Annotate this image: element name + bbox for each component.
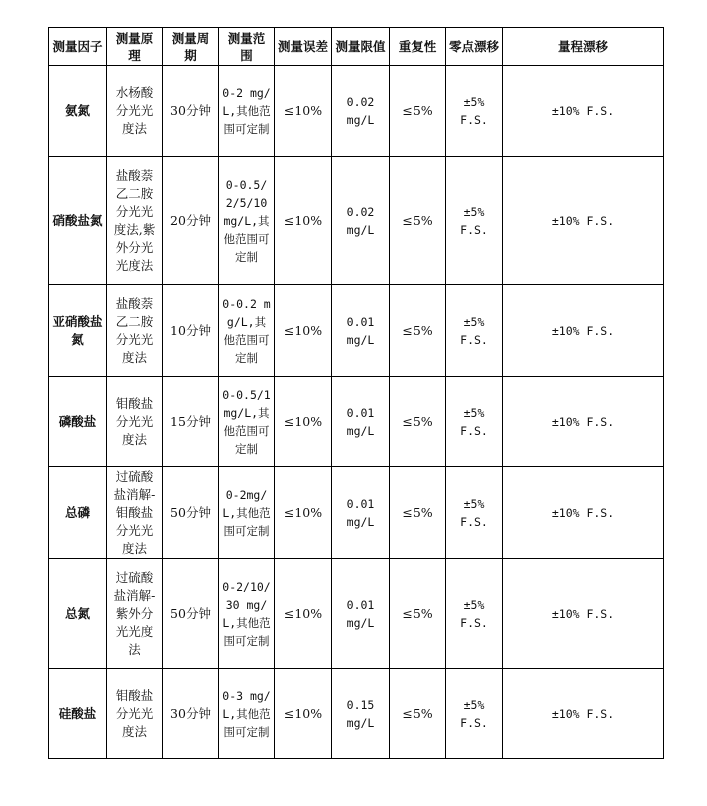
principle-cell: 过硫酸盐消解-钼酸盐分光光度法 — [107, 467, 163, 559]
zero-drift-cell: ±5% F.S. — [446, 669, 503, 759]
span-drift-cell: ±10% F.S. — [503, 559, 664, 669]
cycle-cell: 15分钟 — [163, 377, 219, 467]
table-row — [49, 467, 664, 559]
cycle-cell: 50分钟 — [163, 559, 219, 669]
limit-cell: 0.01 mg/L — [332, 559, 390, 669]
principle-cell: 水杨酸分光光度法 — [107, 66, 163, 157]
zero-drift-cell: ±5% F.S. — [446, 467, 503, 559]
error-cell: ≤10% — [275, 157, 332, 285]
header-zero-drift: 零点漂移 — [446, 28, 503, 66]
limit-cell: 0.01 mg/L — [332, 377, 390, 467]
error-cell: ≤10% — [275, 285, 332, 377]
header-repeatability: 重复性 — [390, 28, 446, 66]
range-cell: 0-3 mg/L,其他范围可定制 — [219, 669, 275, 759]
cycle-cell: 20分钟 — [163, 157, 219, 285]
repeatability-cell: ≤5% — [390, 157, 446, 285]
span-drift-cell: ±10% F.S. — [503, 377, 664, 467]
header-error: 测量误差 — [275, 28, 332, 66]
zero-drift-cell: ±5% F.S. — [446, 157, 503, 285]
limit-cell: 0.01 mg/L — [332, 467, 390, 559]
table-row — [49, 285, 664, 377]
span-drift-cell: ±10% F.S. — [503, 669, 664, 759]
factor-cell: 总氮 — [49, 559, 107, 669]
factor-cell: 磷酸盐 — [49, 377, 107, 467]
factor-cell: 总磷 — [49, 467, 107, 559]
limit-cell: 0.01 mg/L — [332, 285, 390, 377]
cycle-cell: 30分钟 — [163, 66, 219, 157]
principle-cell: 钼酸盐分光光度法 — [107, 669, 163, 759]
repeatability-cell: ≤5% — [390, 669, 446, 759]
repeatability-cell: ≤5% — [390, 467, 446, 559]
zero-drift-cell: ±5% F.S. — [446, 285, 503, 377]
header-row — [49, 28, 664, 66]
range-cell: 0-0.5/2/5/10 mg/L,其他范围可定制 — [219, 157, 275, 285]
range-cell: 0-2/10/30 mg/L,其他范围可定制 — [219, 559, 275, 669]
range-cell: 0-0.2 mg/L,其他范围可定制 — [219, 285, 275, 377]
spec-table — [48, 27, 664, 759]
factor-cell: 硅酸盐 — [49, 669, 107, 759]
principle-cell: 盐酸萘乙二胺分光光度法,紫外分光光度法 — [107, 157, 163, 285]
limit-cell: 0.02 mg/L — [332, 157, 390, 285]
span-drift-cell: ±10% F.S. — [503, 467, 664, 559]
table-row — [49, 559, 664, 669]
principle-cell: 盐酸萘乙二胺分光光度法 — [107, 285, 163, 377]
header-principle: 测量原理 — [107, 28, 163, 66]
span-drift-cell: ±10% F.S. — [503, 66, 664, 157]
range-cell: 0-0.5/1 mg/L,其他范围可定制 — [219, 377, 275, 467]
range-cell: 0-2mg/L,其他范围可定制 — [219, 467, 275, 559]
cycle-cell: 10分钟 — [163, 285, 219, 377]
repeatability-cell: ≤5% — [390, 285, 446, 377]
zero-drift-cell: ±5% F.S. — [446, 377, 503, 467]
table-row — [49, 669, 664, 759]
zero-drift-cell: ±5% F.S. — [446, 66, 503, 157]
header-cycle: 测量周期 — [163, 28, 219, 66]
error-cell: ≤10% — [275, 559, 332, 669]
span-drift-cell: ±10% F.S. — [503, 285, 664, 377]
principle-cell: 钼酸盐分光光度法 — [107, 377, 163, 467]
limit-cell: 0.02 mg/L — [332, 66, 390, 157]
span-drift-cell: ±10% F.S. — [503, 157, 664, 285]
zero-drift-cell: ±5% F.S. — [446, 559, 503, 669]
table-row — [49, 66, 664, 157]
header-factor: 测量因子 — [49, 28, 107, 66]
cycle-cell: 50分钟 — [163, 467, 219, 559]
factor-cell: 亚硝酸盐氮 — [49, 285, 107, 377]
limit-cell: 0.15 mg/L — [332, 669, 390, 759]
factor-cell: 氨氮 — [49, 66, 107, 157]
header-span-drift: 量程漂移 — [503, 28, 664, 66]
error-cell: ≤10% — [275, 66, 332, 157]
repeatability-cell: ≤5% — [390, 66, 446, 157]
table-row — [49, 157, 664, 285]
principle-cell: 过硫酸盐消解-紫外分光光度法 — [107, 559, 163, 669]
error-cell: ≤10% — [275, 467, 332, 559]
header-limit: 测量限值 — [332, 28, 390, 66]
repeatability-cell: ≤5% — [390, 377, 446, 467]
repeatability-cell: ≤5% — [390, 559, 446, 669]
cycle-cell: 30分钟 — [163, 669, 219, 759]
error-cell: ≤10% — [275, 669, 332, 759]
factor-cell: 硝酸盐氮 — [49, 157, 107, 285]
range-cell: 0-2 mg/L,其他范围可定制 — [219, 66, 275, 157]
header-range: 测量范围 — [219, 28, 275, 66]
table-row — [49, 377, 664, 467]
error-cell: ≤10% — [275, 377, 332, 467]
